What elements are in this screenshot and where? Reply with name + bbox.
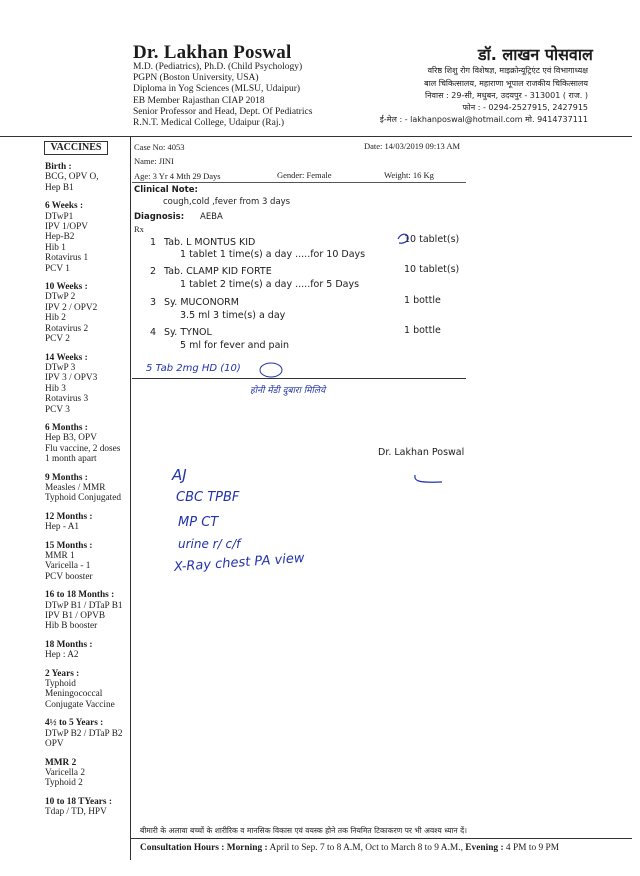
vaccine-item: Hep - A1 [45, 522, 80, 533]
vaccine-group-heading: 18 Months : [45, 639, 93, 650]
vaccine-item: PCV booster [45, 571, 93, 582]
vaccine-item: DTwP1 [45, 211, 74, 222]
vaccine-group [45, 423, 133, 465]
handwritten-circle-icon [258, 361, 284, 379]
case-number: Case No: 4053 [134, 142, 185, 152]
vaccine-group-heading: MMR 2 [45, 757, 77, 768]
vaccine-group [45, 201, 133, 274]
hours-label: Consultation Hours : [140, 843, 225, 853]
vaccine-item: Hep : A2 [45, 650, 79, 661]
vaccine-group-heading: 6 Weeks : [45, 201, 84, 212]
footer-divider [130, 838, 632, 839]
hindi-header-line: बाल चिकित्सालय, महाराणा भूपाल राजकीय चिकित्सालय [424, 79, 588, 88]
vaccine-group-heading: 16 to 18 Months : [45, 590, 115, 601]
hindi-header-line: वरिष्ठ शिशु रोग विशेषज्ञ, माइक्रोन्यूट्रिएंट एवं विभागाध्यक्ष [427, 66, 588, 75]
vaccine-item: PCV 3 [45, 404, 70, 415]
qualification-line: PGPN (Boston University, USA) [133, 73, 259, 83]
vaccine-group [45, 590, 133, 632]
vaccine-group [45, 353, 133, 415]
vaccine-item: Rotavirus 3 [45, 394, 89, 405]
vaccine-group-heading: 2 Years : [45, 668, 80, 679]
vaccine-item: Hib B booster [45, 621, 98, 632]
vaccine-group [45, 282, 133, 344]
visit-date: Date: 14/03/2019 09:13 AM [364, 141, 461, 151]
vaccine-item: PCV 1 [45, 263, 70, 274]
vaccine-item: MMR 1 [45, 551, 75, 561]
vaccines-title: VACCINES [44, 141, 108, 155]
vaccine-item: Hib 2 [45, 313, 66, 324]
consultation-hours [140, 843, 559, 853]
qualification-line: R.N.T. Medical College, Udaipur (Raj.) [133, 118, 284, 128]
vaccine-item: Hep B3, OPV [45, 433, 97, 444]
handwritten-test: AJ [172, 466, 187, 484]
vaccine-item: Typhoid 2 [45, 778, 83, 789]
patient-weight: Weight: 16 Kg [384, 170, 434, 180]
vaccine-item: Typhoid [45, 679, 76, 690]
vaccine-group-heading: 10 to 18 TYears : [45, 796, 112, 807]
signature-name: Dr. Lakhan Poswal [378, 447, 465, 458]
medicine-name: Tab. L MONTUS KID [164, 237, 256, 248]
vaccine-group-heading: 15 Months : [45, 540, 93, 551]
vaccine-item: Tdap / TD, HPV [45, 807, 107, 818]
hindi-header-line: निवास : 29-सी, मधुबन, उदयपुर - 313001 ( राज. ) [425, 91, 588, 100]
qualification-line: Senior Professor and Head, Dept. Of Pediatrics [133, 107, 313, 117]
vaccine-schedule [45, 162, 133, 826]
vaccine-item: Hep-B2 [45, 232, 75, 243]
vaccine-group [45, 541, 133, 583]
vaccine-item: Measles / MMR [45, 482, 106, 493]
vaccine-group [45, 797, 133, 818]
medicine-number: 3 [150, 297, 157, 308]
vaccine-item: Rotavirus 1 [45, 253, 89, 264]
vaccine-group [45, 669, 133, 711]
qualification-line: Diploma in Yog Sciences (MLSU, Udaipur) [133, 84, 301, 94]
vaccine-item: IPV 3 / OPV3 [45, 373, 98, 384]
vaccine-group-heading: 4½ to 5 Years : [45, 718, 104, 729]
vaccine-item: 1 month apart [45, 454, 97, 465]
diagnosis: AEBA [200, 212, 223, 222]
doctor-name-hindi: डॉ. लाखन पोसवाल [478, 45, 593, 64]
handwritten-test: CBC TPBF [176, 490, 240, 505]
medicine-quantity: 1 bottle [404, 295, 441, 306]
vaccine-item: Varicella - 1 [45, 561, 91, 572]
vaccine-item: Conjugate Vaccine [45, 699, 115, 710]
medicine-dose: 1 tablet 1 time(s) a day .....for 10 Days [180, 249, 366, 260]
diagnosis-label: Diagnosis: [134, 212, 185, 222]
medicine-dose: 5 ml for fever and pain [180, 340, 290, 351]
rx-symbol: Rx [134, 224, 144, 234]
doctor-name: Dr. Lakhan Poswal [133, 42, 292, 63]
vaccine-group [45, 640, 133, 661]
vaccine-group [45, 758, 133, 789]
vaccine-item: Hib 1 [45, 242, 66, 253]
patient-gender: Gender: Female [277, 170, 332, 180]
medicine-dose: 1 tablet 2 time(s) a day .....for 5 Days [180, 279, 360, 290]
medicine-name: Sy. MUCONORM [164, 297, 239, 308]
patient-divider [132, 182, 466, 183]
vaccine-item: DTwP B1 / DTaP B1 [45, 600, 123, 611]
vaccine-item: IPV B1 / OPVB [45, 611, 106, 622]
handwritten-mark-icon [396, 231, 412, 247]
medicine-number: 2 [150, 266, 157, 277]
medicine-name: Tab. CLAMP KID FORTE [164, 266, 272, 277]
vaccine-group [45, 718, 133, 749]
vaccine-item: Hep B1 [45, 182, 74, 193]
signature-stroke-icon [412, 472, 446, 486]
vaccine-item: PCV 2 [45, 334, 70, 345]
hindi-header-line: ई-मेल : - lakhanposwal@hotmail.com मो. 9414737111 [379, 115, 588, 124]
patient-age: Age: 3 Yr 4 Mth 29 Days [134, 171, 221, 181]
vaccine-group [45, 512, 133, 533]
vaccine-item: DTwP 3 [45, 362, 76, 373]
vaccine-item: Varicella 2 [45, 767, 86, 778]
vaccine-item: Typhoid Conjugated [45, 493, 122, 504]
vaccine-item: Rotavirus 2 [45, 323, 89, 334]
evening-label: Evening : [465, 843, 504, 853]
handwritten-test: urine r/ c/f [178, 537, 241, 551]
morning-hours: April to Sep. 7 to 8 A.M, Oct to March 8 to 9 A.M., [269, 843, 463, 853]
handwritten-hindi-note: होनी मेंडी दुबारा मिलिये [250, 386, 326, 396]
medicine-name: Sy. TYNOL [164, 327, 212, 338]
evening-hours: 4 PM to 9 PM [505, 843, 560, 853]
vaccine-item: Meningococcal [45, 689, 103, 700]
prescription-divider [132, 378, 466, 379]
handwritten-test: MP CT [178, 515, 219, 530]
vaccine-item: IPV 2 / OPV2 [45, 302, 98, 313]
vaccine-group-heading: 12 Months : [45, 511, 93, 522]
medicine-dose: 3.5 ml 3 time(s) a day [180, 310, 286, 321]
vaccine-item: OPV [45, 739, 64, 750]
vaccine-group [45, 162, 133, 193]
vaccine-item: IPV 1/OPV [45, 222, 88, 233]
vaccine-group-heading: 6 Months : [45, 422, 88, 433]
vaccine-item: DTwP 2 [45, 292, 76, 303]
vaccine-item: Flu vaccine, 2 doses [45, 443, 121, 454]
footer-hindi-note: बीमारी के अलावा बच्चों के शारीरिक व मानसिक विकास एवं वयस्क होने तक नियमित टिकाकरण पर भी अवश्य ध्यान दें। [140, 826, 467, 835]
vaccine-item: DTwP B2 / DTaP B2 [45, 728, 123, 739]
header-divider [0, 136, 632, 137]
clinical-note-label: Clinical Note: [134, 185, 198, 195]
medicine-number: 4 [150, 327, 157, 338]
patient-name: Name: JINI [134, 156, 174, 166]
medicine-quantity: 1 bottle [404, 325, 441, 336]
clinical-note: cough,cold ,fever from 3 days [163, 197, 291, 207]
vaccine-group-heading: Birth : [45, 162, 72, 172]
vaccine-group-heading: 14 Weeks : [45, 352, 88, 363]
vaccine-group-heading: 9 Months : [45, 472, 88, 483]
medicine-quantity: 10 tablet(s) [404, 264, 460, 275]
vaccine-item: Hib 3 [45, 383, 66, 394]
vaccine-group-heading: 10 Weeks : [45, 282, 88, 293]
morning-label: Morning : [226, 843, 268, 853]
handwritten-test: X-Ray chest PA view [173, 550, 305, 575]
qualification-line: EB Member Rajasthan CIAP 2018 [133, 96, 265, 106]
handwritten-rx-note: 5 Tab 2mg HD (10) [146, 363, 241, 374]
medicine-number: 1 [150, 237, 157, 248]
qualification-line: M.D. (Pediatrics), Ph.D. (Child Psychology) [133, 62, 303, 72]
vaccine-group [45, 473, 133, 504]
vaccine-item: BCG, OPV O, [45, 172, 99, 183]
medicine-quantity: 10 tablet(s) [404, 234, 460, 245]
hindi-header-line: फोन : - 0294-2527915, 2427915 [462, 103, 588, 112]
